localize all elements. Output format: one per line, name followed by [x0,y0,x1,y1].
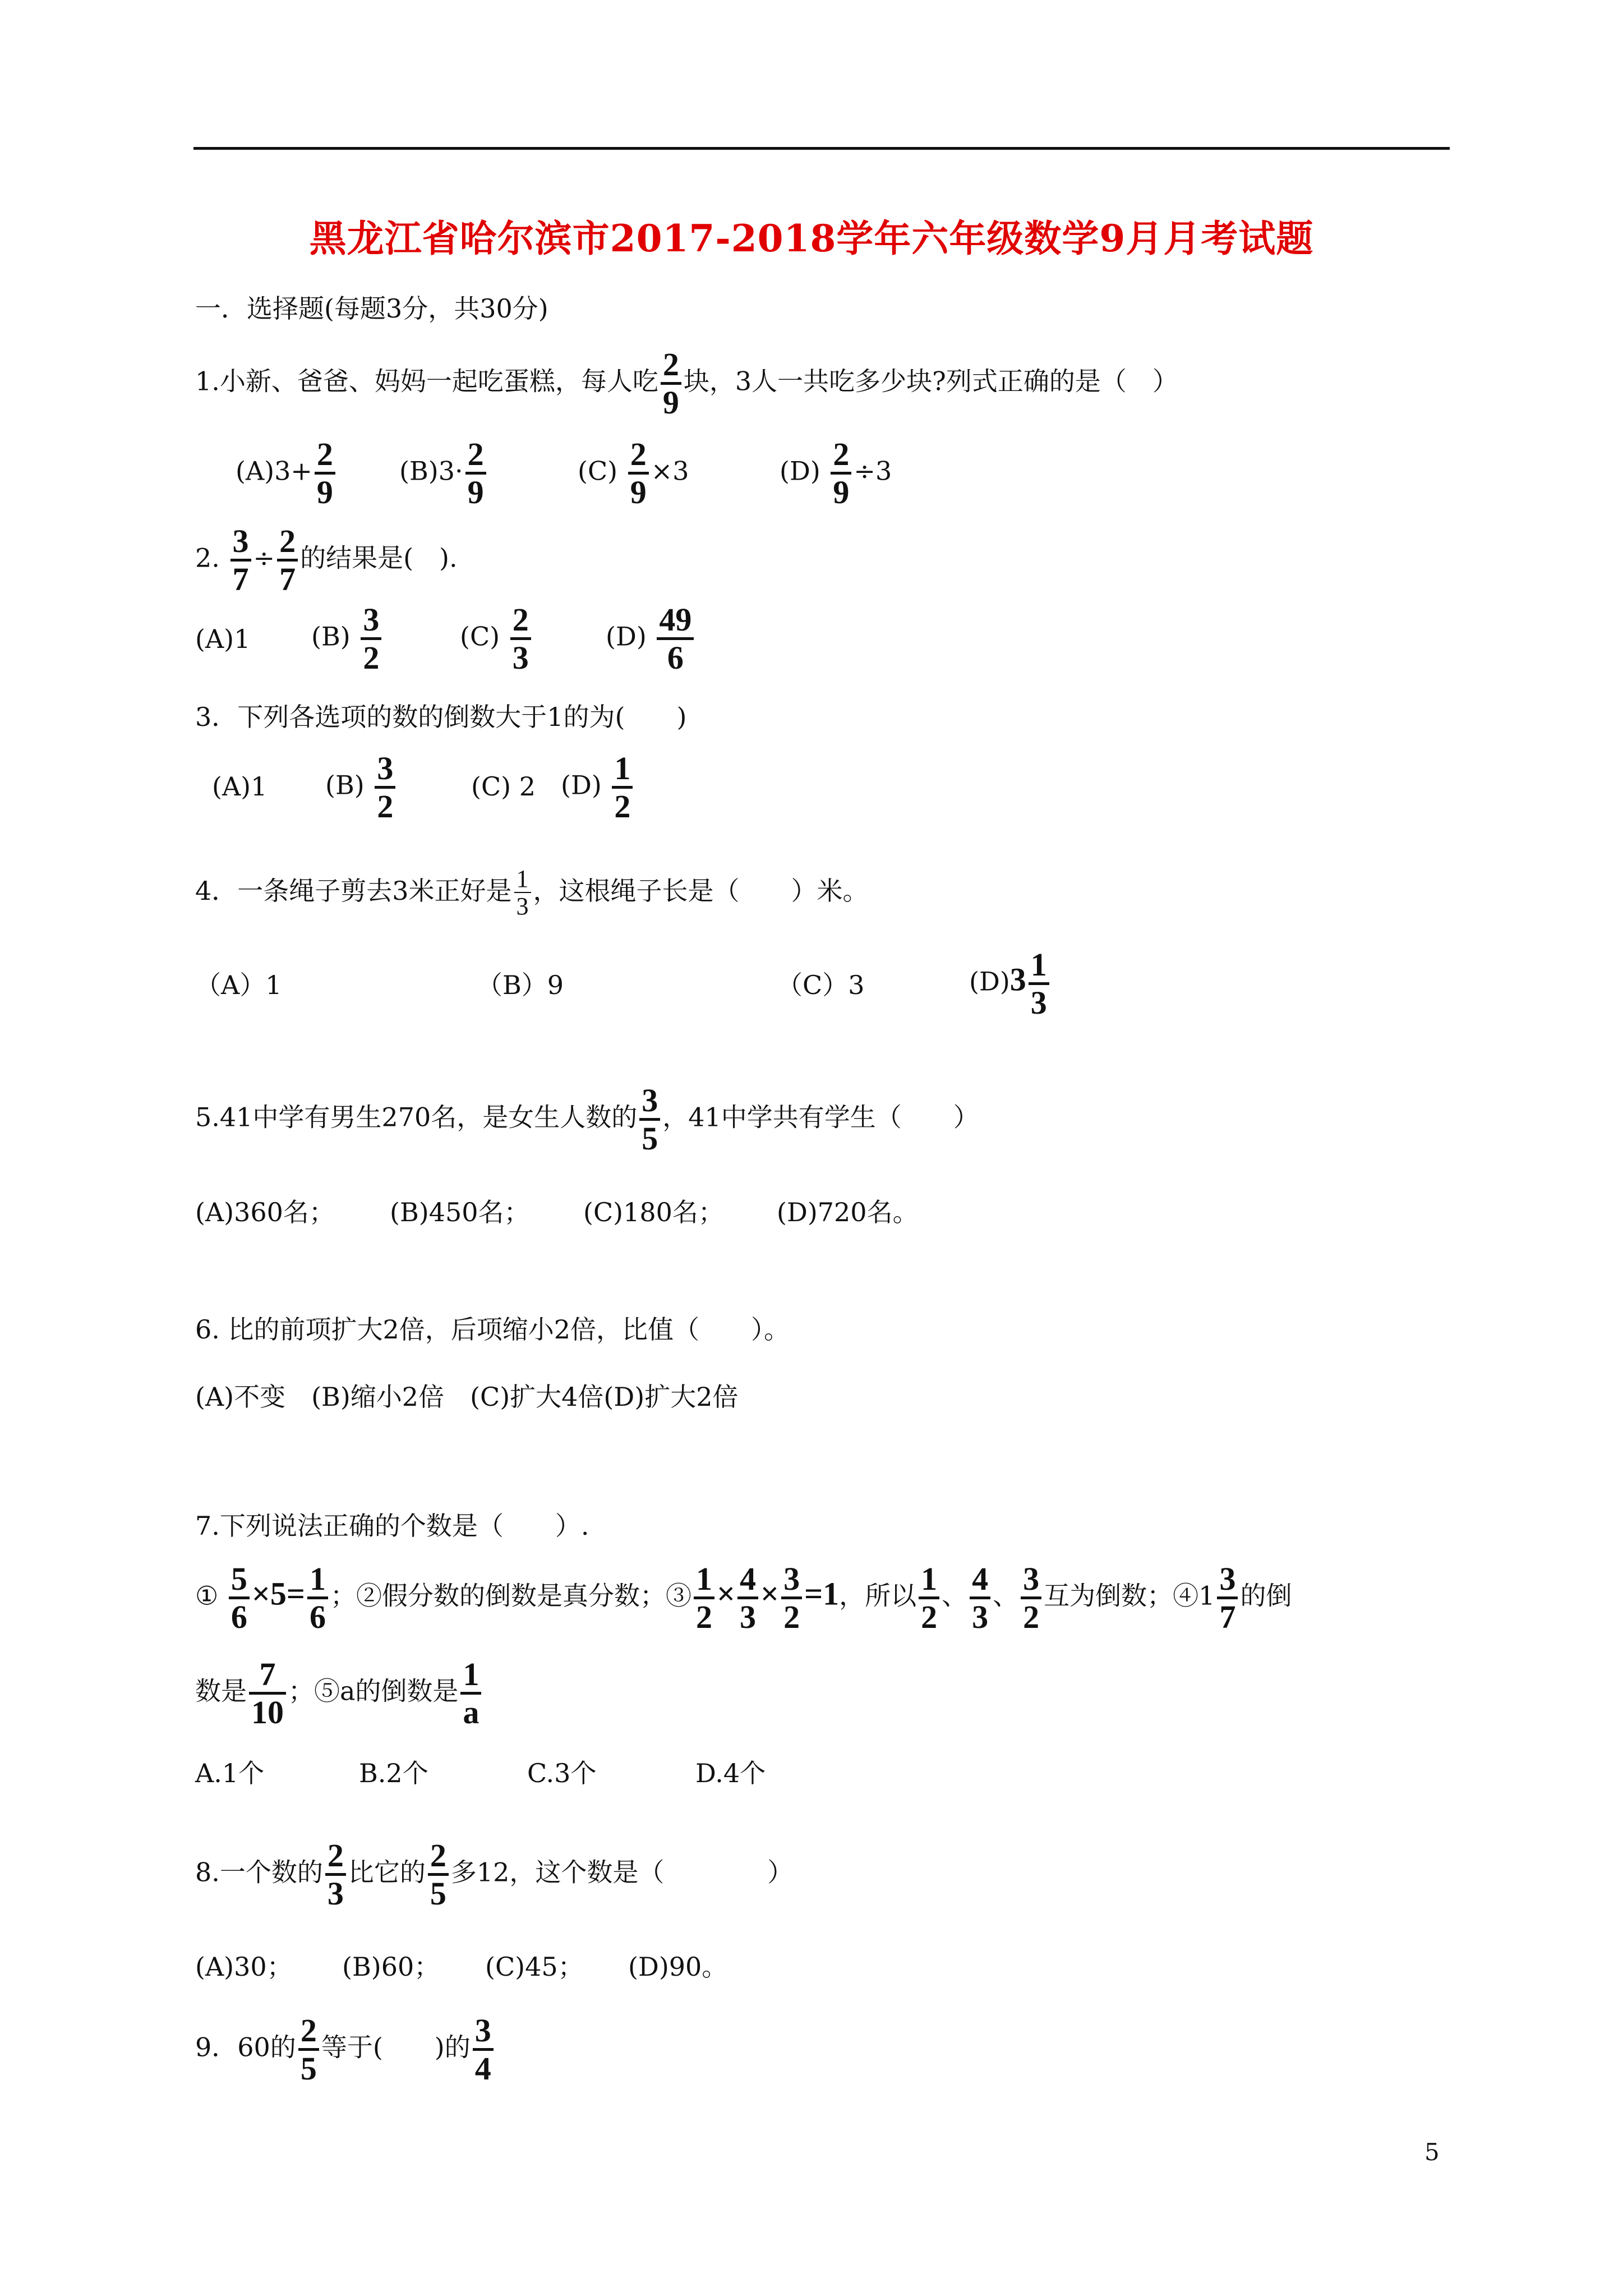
fraction: $\frac{2}{9}$ [831,438,851,509]
q4-option-b: （B）9 [477,970,564,1000]
question-9: 9．60的 $\frac{2}{5}$ 等于( )的 $\frac{3}{4}$ [195,2014,496,2085]
fraction: $\frac{3}{7}$ [1217,1562,1238,1634]
q3-option-a: (A)1 [212,771,268,802]
q5-option-b: (B)450名； [390,1197,530,1227]
fraction: $\frac{3}{2}$ [361,603,381,674]
q3-option-b: (B) $\frac{3}{2}$ [325,752,398,823]
fraction: $\frac{2}{9}$ [315,438,335,509]
q8-option-b: (B)60； [342,1952,440,1982]
fraction: $\frac{4}{3}$ [737,1562,758,1634]
fraction: $\frac{1}{3}$ [514,867,531,919]
question-5: 5.41中学有男生270名，是女生人数的 $\frac{3}{5}$ ，41中学共有学生（ ） [195,1082,979,1157]
question-1: 1.小新、爸爸、妈妈一起吃蛋糕，每人吃 $\frac{2}{9}$ 块，3人一共吃多少块?列式正确的是（ ） [195,346,1178,421]
fraction: $\frac{1}{2}$ [694,1562,714,1634]
fraction: $\frac{3}{2}$ [781,1562,802,1634]
q1-option-a: (A)3+ $\frac{2}{9}$ [236,438,338,509]
fraction: $\frac{7}{10}$ [249,1658,286,1729]
question-7: 7.下列说法正确的个数是（ ）. [195,1511,589,1541]
q8-option-d: (D)90。 [628,1952,728,1982]
q7-statements-line-1: ① $\frac{5}{6}$ ×5= $\frac{1}{6}$ ；②假分数的倒数是真分数；③ $\frac{1}{2}$ × $\frac{4}{3}$ × $\frac{3}{2}$ =1，所以 $\frac{1}{2}$ 、 $\frac{4}{3}$ 、 $\frac{3}{2}$ 互为倒数；④1 $\frac{3}{7}$ 的倒 [195,1561,1292,1636]
header-rule [193,147,1450,150]
q8-option-a: (A)30； [195,1952,293,1982]
fraction: $\frac{1}{2}$ [919,1562,939,1634]
question-8: 8.一个数的 $\frac{2}{3}$ 比它的 $\frac{2}{5}$ 多12，这个数是（ ） [195,1837,794,1912]
fraction: $\frac{3}{4}$ [473,2014,494,2085]
page-title: 黑龙江省哈尔滨市2017-2018学年六年级数学9月月考试题 [309,217,1314,260]
q2-option-d: (D) $\frac{49}{6}$ [606,603,696,674]
q1-option-b: (B)3· $\frac{2}{9}$ [399,438,488,509]
fraction: $\frac{49}{6}$ [657,603,694,674]
fraction: $\frac{4}{3}$ [970,1562,990,1634]
section-heading: 一．选择题(每题3分，共30分) [195,293,548,324]
q2-option-c: (C) $\frac{2}{3}$ [460,603,533,674]
q7-option-a: A.1个 [195,1758,265,1788]
q3-option-c: (C) 2 [471,771,536,802]
fraction: $\frac{2}{7}$ [277,524,298,596]
q8-option-c: (C)45； [485,1952,584,1982]
fraction: $\frac{2}{5}$ [298,2014,319,2085]
q7-option-c: C.3个 [527,1758,597,1788]
fraction: $\frac{1}{6}$ [307,1562,328,1634]
question-3: 3．下列各选项的数的倒数大于1的为( ) [195,702,687,732]
page-number: 5 [1424,2138,1440,2166]
question-6: 6. 比的前项扩大2倍，后项缩小2倍，比值（ ）。 [195,1314,790,1345]
q1-option-d: (D) $\frac{2}{9}$ ÷3 [780,436,892,511]
fraction: $\frac{2}{9}$ [661,348,681,419]
q2-option-a: (A)1 [195,624,251,654]
q6-options: (A)不变 (B)缩小2倍 (C)扩大4倍(D)扩大2倍 [195,1382,739,1412]
q7-statements-line-2: 数是 $\frac{7}{10}$ ；⑤a的倒数是 $\frac{1}{a}$ [195,1658,483,1729]
question-2: 2. $\frac{3}{7}$ ÷ $\frac{2}{7}$ 的结果是( ). [195,523,458,598]
fraction: $\frac{2}{9}$ [628,438,649,509]
fraction: $\frac{2}{5}$ [428,1839,449,1910]
q4-option-a: （A）1 [195,970,282,1000]
fraction: $\frac{1}{a}$ [460,1658,481,1729]
fraction: $\frac{2}{3}$ [325,1839,346,1910]
fraction: $\frac{3}{7}$ [230,524,251,596]
question-4: 4．一条绳子剪去3米正好是 $\frac{1}{3}$ ，这根绳子长是（ ）米。 [195,865,869,920]
q1-option-c: (C) $\frac{2}{9}$ ×3 [578,436,689,511]
q5-option-d: (D)720名。 [777,1197,919,1227]
q4-option-d: (D)3 $\frac{1}{3}$ [969,948,1052,1019]
fraction: $\frac{3}{2}$ [375,752,395,823]
fraction: $\frac{2}{9}$ [465,438,486,509]
q5-option-c: (C)180名； [583,1197,724,1227]
fraction: $\frac{5}{6}$ [229,1562,250,1634]
fraction: $\frac{1}{3}$ [1029,948,1049,1019]
q4-option-c: （C）3 [777,970,865,1000]
fraction: $\frac{1}{2}$ [612,752,633,823]
q5-option-a: (A)360名； [195,1197,335,1227]
q7-option-b: B.2个 [359,1758,428,1788]
fraction: $\frac{2}{3}$ [510,603,531,674]
q7-option-d: D.4个 [695,1758,766,1788]
fraction: $\frac{3}{5}$ [639,1084,660,1155]
fraction: $\frac{3}{2}$ [1021,1562,1041,1634]
q3-option-d: (D) $\frac{1}{2}$ [561,752,635,823]
q2-option-b: (B) $\frac{3}{2}$ [311,603,384,674]
